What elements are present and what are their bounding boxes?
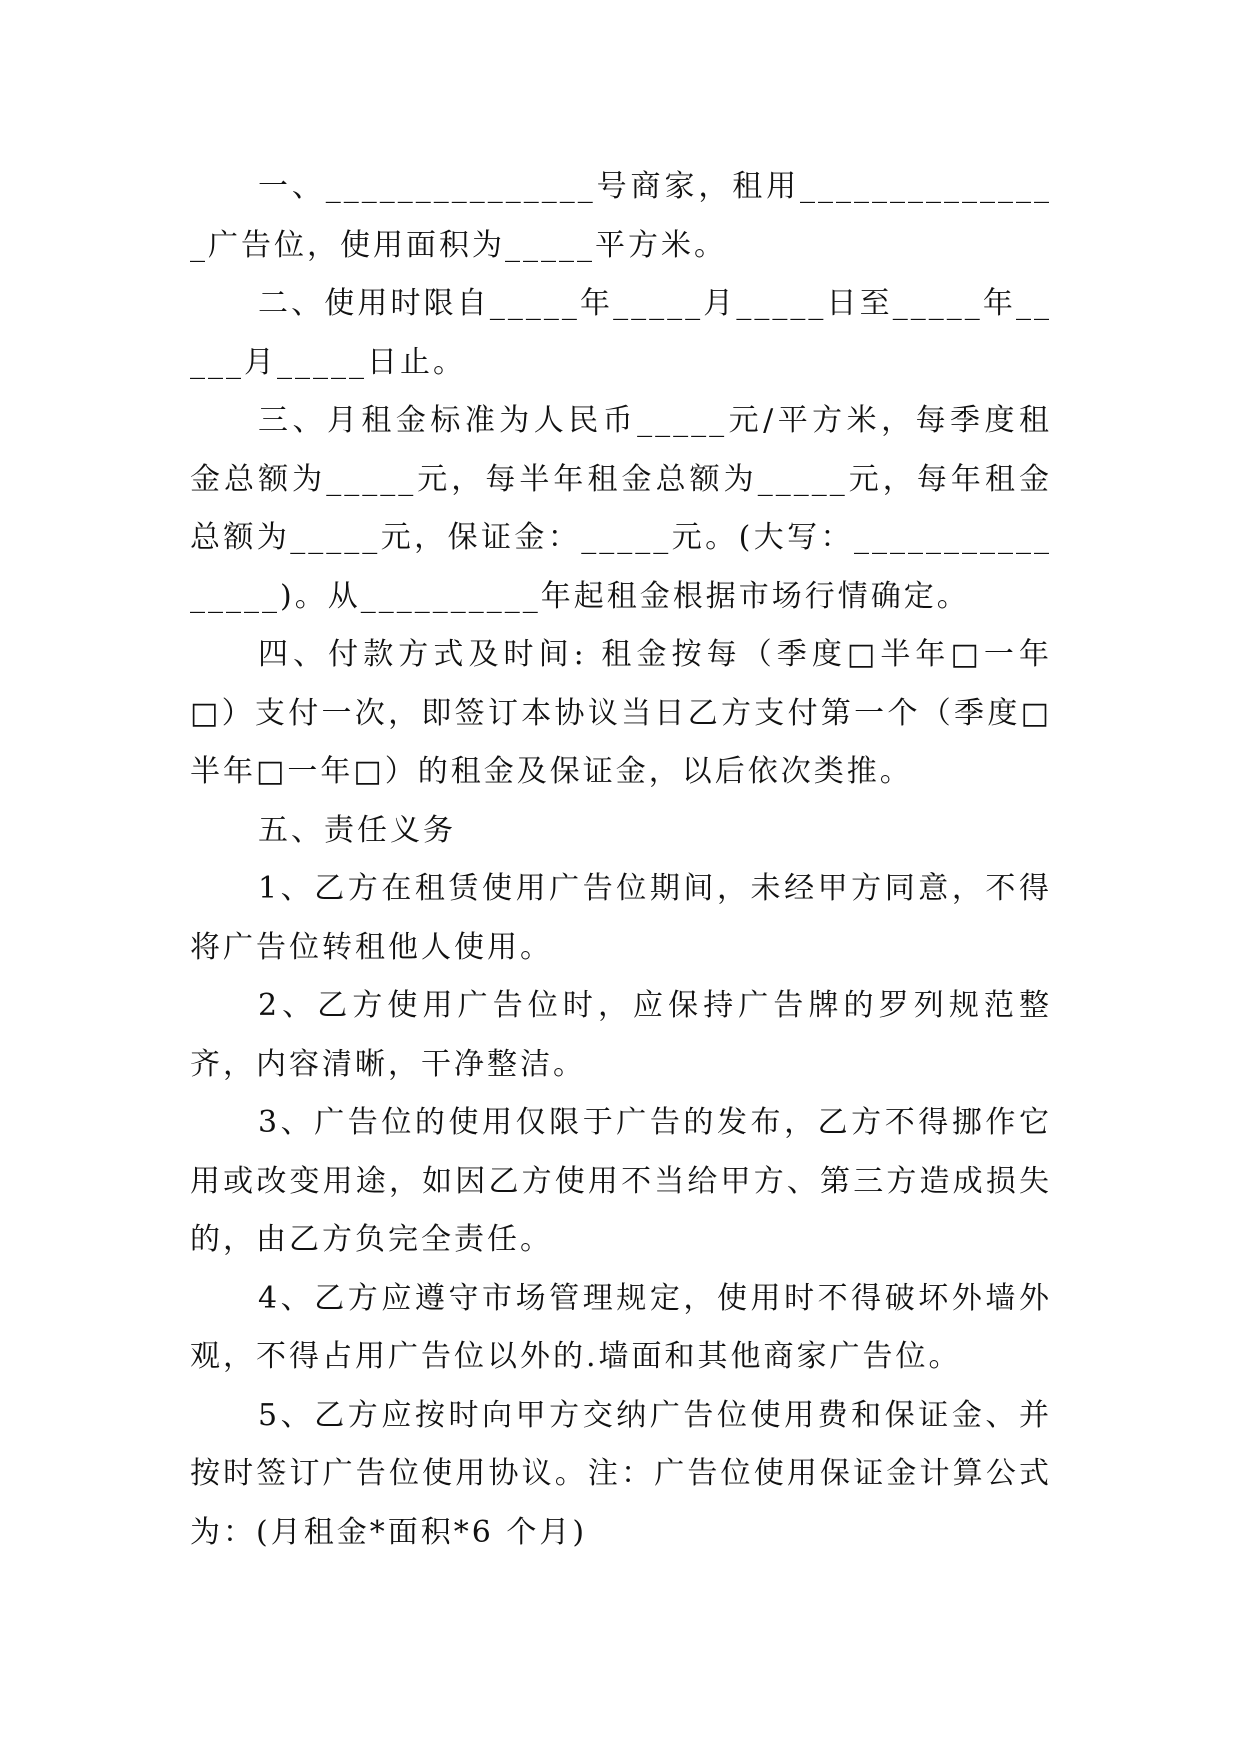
- duty-5-paragraph: 5、乙方应按时向甲方交纳广告位使用费和保证金、并按时签订广告位使用协议。注：广告位使用保证金计算公式为：(月租金*面积*6 个月): [190, 1397, 1052, 1550]
- duty-4-paragraph: 4、乙方应遵守市场管理规定，使用时不得破坏外墙外观，不得占用广告位以外的.墙面和其他商家广告位。: [190, 1280, 1052, 1374]
- clause-4-paragraph: 四、付款方式及时间: 租金按每（季度□半年□一年□）支付一次，即签订本协议当日乙方支付第一个（季度□半年□一年□）的租金及保证金，以后依次类推。: [190, 637, 1052, 789]
- clause-2-paragraph: 二、使用时限自_____年_____月_____日至_____年_____月_____日止。: [190, 286, 1052, 380]
- duty-1-paragraph: 1、乙方在租赁使用广告位期间，未经甲方同意，不得将广告位转租他人使用。: [190, 871, 1052, 965]
- clause-5-heading: 五、责任义务: [258, 812, 456, 848]
- duty-2-paragraph: 2、乙方使用广告位时，应保持广告牌的罗列规范整齐，内容清晰，干净整洁。: [190, 988, 1052, 1082]
- clause-3-paragraph: 三、月租金标准为人民币_____元/平方米，每季度租金总额为_____元，每半年租金总额为_____元，每年租金总额为_____元，保证金：_____元。(大写：________________)。从__________年起租金根据市场行情确定。: [190, 403, 1052, 614]
- duty-3-paragraph: 3、广告位的使用仅限于广告的发布，乙方不得挪作它用或改变用途，如因乙方使用不当给甲方、第三方造成损失的，由乙方负完全责任。: [190, 1105, 1052, 1257]
- clause-1-paragraph: 一、_______________号商家，租用_______________广告位，使用面积为_____平方米。: [190, 169, 1052, 263]
- document-page: [190, 158, 1052, 1562]
